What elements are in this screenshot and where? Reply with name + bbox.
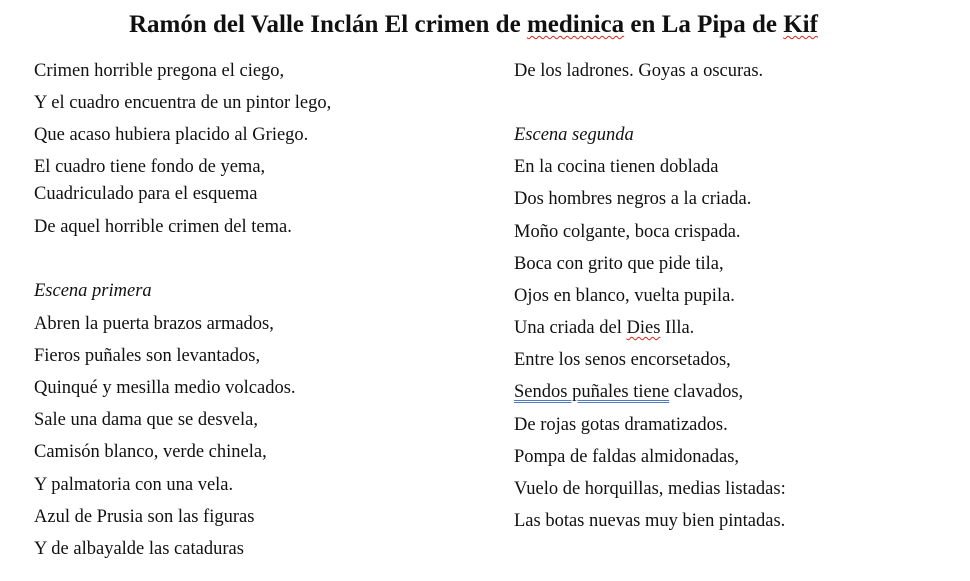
poem-line: De rojas gotas dramatizados.	[514, 415, 728, 435]
poem-line: Moño colgante, boca crispada.	[514, 222, 741, 242]
poem-line: De los ladrones. Goyas a oscuras.	[514, 61, 764, 81]
grammar-flag-sendos: Sendos puñales tiene	[514, 382, 670, 402]
line-text: Una criada del	[514, 318, 627, 338]
title-text-2: en La Pipa de	[624, 11, 784, 38]
line-text: Illa.	[660, 318, 695, 338]
poem-line: Ojos en blanco, vuelta pupila.	[514, 286, 735, 306]
poem-line: Sale una dama que se desvela,	[34, 410, 258, 430]
poem-line: Entre los senos encorsetados,	[514, 350, 731, 370]
line-text: clavados,	[669, 382, 744, 402]
poem-line: Que acaso hubiera placido al Griego.	[34, 125, 309, 145]
poem-line: Camisón blanco, verde chinela,	[34, 442, 267, 462]
title-word-kif: Kif	[783, 11, 818, 38]
poem-line: Azul de Prusia son las figuras	[34, 507, 255, 527]
poem-left-column	[34, 0, 494, 581]
poem-line	[514, 317, 694, 339]
poem-line: Las botas nuevas muy bien pintadas.	[514, 511, 786, 531]
poem-line: De aquel horrible crimen del tema.	[34, 217, 292, 237]
poem-line: Pompa de faldas almidonadas,	[514, 447, 740, 467]
poem-line: Quinqué y mesilla medio volcados.	[34, 378, 296, 398]
scene-heading-primera: Escena primera	[34, 281, 152, 301]
poem-line: En la cocina tienen doblada	[514, 157, 719, 177]
poem-line: Boca con grito que pide tila,	[514, 254, 724, 274]
poem-line: Fieros puñales son levantados,	[34, 346, 261, 366]
title-text-1: Ramón del Valle Inclán El crimen de	[129, 11, 527, 38]
poem-line: Dos hombres negros a la criada.	[514, 189, 752, 209]
spelling-flag-dies: Dies	[626, 318, 661, 338]
poem-line	[514, 381, 743, 403]
poem-line: Abren la puerta brazos armados,	[34, 314, 274, 334]
poem-line: El cuadro tiene fondo de yema,	[34, 157, 266, 177]
scene-heading-segunda: Escena segunda	[514, 125, 634, 145]
poem-line: Crimen horrible pregona el ciego,	[34, 61, 285, 81]
poem-line: Cuadriculado para el esquema	[34, 184, 258, 204]
poem-line: Vuelo de horquillas, medias listadas:	[514, 479, 786, 499]
poem-line: Y de albayalde las cataduras	[34, 539, 244, 559]
title-word-medinica: medinica	[526, 11, 625, 38]
poem-right-column	[514, 0, 954, 581]
poem-line: Y palmatoria con una vela.	[34, 475, 234, 495]
poem-line: Y el cuadro encuentra de un pintor lego,	[34, 93, 332, 113]
